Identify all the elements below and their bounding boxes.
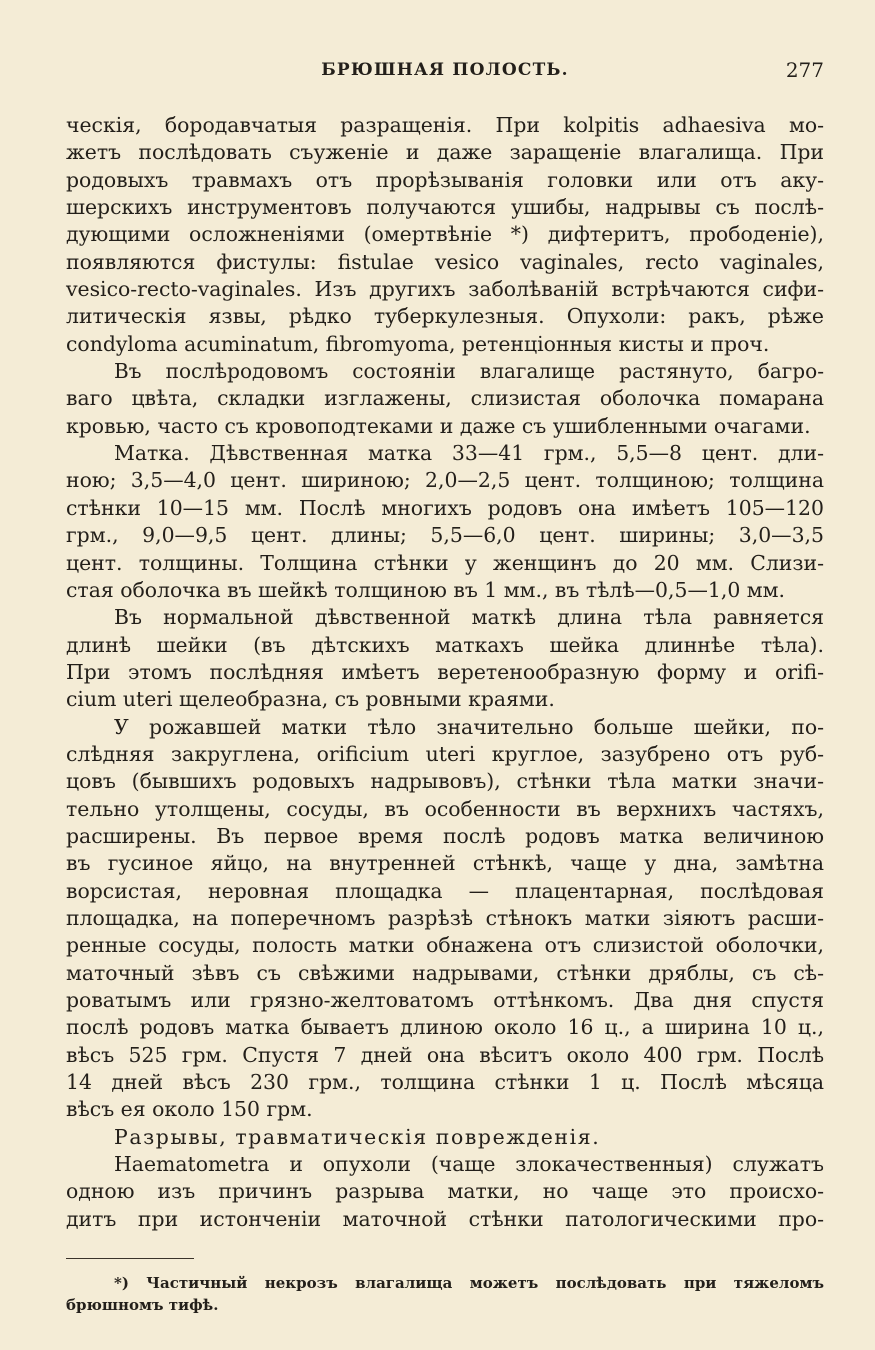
body-text	[66, 112, 824, 1233]
text-line: роватымъ или грязно-желтоватомъ оттѣнкомъ. Два дня спустя	[66, 988, 824, 1012]
text-line: одною изъ причинъ разрыва матки, но чаще это происхо-	[66, 1179, 824, 1204]
text-line: маточный зѣвъ съ свѣжими надрывами, стѣнки дряблы, съ сѣ-	[66, 960, 824, 985]
paragraph-start: Въ послѣродовомъ состояніи влагалище растянуто, багро-	[114, 359, 824, 384]
text-line: расширены. Въ первое время послѣ родовъ матка величиною	[66, 823, 824, 848]
text-line: ренные сосуды, полость матки обнажена отъ слизистой оболочки,	[66, 933, 824, 958]
running-title: БРЮШНАЯ ПОЛОСТЬ.	[321, 60, 569, 80]
text-line: ною; 3,5—4,0 цент. шириною; 2,0—2,5 цент. толщиною; толщина	[66, 468, 824, 493]
text-line: цовъ (бывшихъ родовыхъ надрывовъ), стѣнки тѣла матки значи-	[66, 769, 824, 794]
text-line: шерскихъ инструментовъ получаются ушибы, надрывы съ послѣ-	[66, 195, 824, 220]
text-line: литическія язвы, рѣдко туберкулезныя. Опухоли: ракъ, рѣже	[66, 304, 824, 329]
text-line: длинѣ шейки (въ дѣтскихъ маткахъ шейка длиннѣе тѣла).	[66, 632, 824, 657]
text-line: 14 дней вѣсъ 230 грм., толщина стѣнки 1 ц. Послѣ мѣсяца	[66, 1070, 824, 1095]
text-line: cium uteri щелеобразна, съ ровными краями.	[66, 687, 555, 712]
text-line: цент. толщины. Толщина стѣнки у женщинъ до 20 мм. Слизи-	[66, 550, 824, 575]
text-line: дующими осложненіями (омертвѣніе *) дифтеритъ, прободеніе),	[66, 222, 824, 247]
text-line: тельно утолщены, сосуды, въ особенности въ верхнихъ частяхъ,	[66, 796, 824, 821]
text-line: vesico-recto-vaginales. Изъ другихъ заболѣваній встрѣчаются сифи-	[66, 277, 824, 302]
text-line: кровью, часто съ кровоподтеками и даже съ ушибленными очагами.	[66, 413, 811, 438]
text-line: грм., 9,0—9,5 цент. длины; 5,5—6,0 цент. ширины; 3,0—3,5	[66, 523, 824, 548]
paragraph-start: У рожавшей матки тѣло значительно больше шейки, по-	[114, 714, 824, 739]
text-line: ваго цвѣта, складки изглажены, слизистая оболочка помарана	[66, 386, 824, 411]
text-line: появляются фистулы: fistulae vesico vaginales, recto vaginales,	[66, 249, 824, 274]
text-line: въ гусиное яйцо, на внутренней стѣнкѣ, чаще у дна, замѣтна	[66, 851, 824, 876]
text-line: вѣсъ ея около 150 грм.	[66, 1097, 313, 1122]
page-number: 277	[785, 58, 824, 82]
footnote-line: брюшномъ тифѣ.	[66, 1296, 219, 1314]
section-heading: Разрывы, травматическія поврежденія.	[114, 1124, 601, 1149]
paragraph-start: Haematometra и опухоли (чаще злокачественныя) служатъ	[114, 1152, 824, 1177]
text-line: родовыхъ травмахъ отъ прорѣзыванія головки или отъ аку-	[66, 167, 824, 192]
paragraph-start: Матка. Дѣвственная матка 33—41 грм., 5,5—8 цент. дли-	[114, 441, 824, 466]
footnote-line: *) Частичный некрозъ влагалища можетъ послѣдовать при тяжеломъ	[114, 1274, 824, 1292]
text-line: стѣнки 10—15 мм. Послѣ многихъ родовъ она имѣетъ 105—120	[66, 495, 824, 520]
text-line: жетъ послѣдовать съуженіе и даже заращеніе влагалища. При	[66, 140, 824, 165]
text-line: condyloma acuminatum, fibromyoma, ретенціонныя кисты и проч.	[66, 331, 770, 356]
text-line: площадка, на поперечномъ разрѣзѣ стѣнокъ матки зіяютъ расши-	[66, 905, 824, 930]
text-line: слѣдняя закруглена, orificium uteri круглое, зазубрено отъ руб-	[66, 741, 824, 766]
text-line: ворсистая, неровная площадка — плацентарная, послѣдовая	[66, 878, 824, 903]
text-line: стая оболочка въ шейкѣ толщиною въ 1 мм., въ тѣлѣ—0,5—1,0 мм.	[66, 577, 785, 602]
text-line: вѣсъ 525 грм. Спустя 7 дней она вѣситъ около 400 грм. Послѣ	[66, 1042, 824, 1067]
page-header	[66, 58, 824, 88]
footnote	[66, 1272, 824, 1316]
text-line: дитъ при истонченіи маточной стѣнки патологическими про-	[66, 1206, 824, 1231]
paragraph-start: Въ нормальной дѣвственной маткѣ длина тѣла равняется	[114, 605, 824, 630]
footnote-separator	[66, 1258, 194, 1259]
text-line: ческія, бородавчатыя разращенія. При kolpitis adhaesiva мо-	[66, 113, 824, 137]
text-line: При этомъ послѣдняя имѣетъ веретенообразную форму и orifi-	[66, 659, 824, 684]
text-line: послѣ родовъ матка бываетъ длиною около 16 ц., а ширина 10 ц.,	[66, 1015, 824, 1040]
